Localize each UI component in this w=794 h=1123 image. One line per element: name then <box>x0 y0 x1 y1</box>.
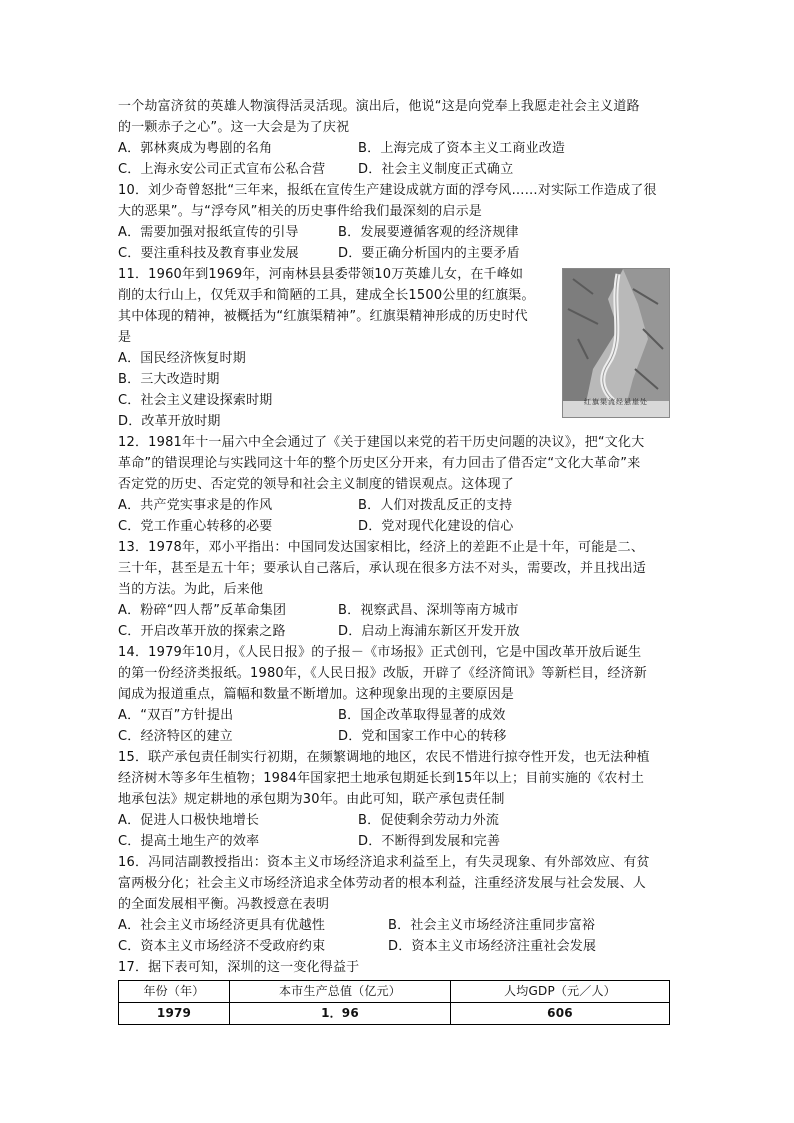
q12-options-row-1 <box>118 495 670 516</box>
q13-options-row-2 <box>118 621 670 642</box>
q11-option-b: B．三大改造时期 <box>118 372 220 387</box>
q16-options-row-2 <box>118 936 670 957</box>
q15-options-row-1 <box>118 810 670 831</box>
q15-option-d: D．不断得到发展和完善 <box>358 834 501 849</box>
q9-option-b: B．上海完成了资本主义工商业改造 <box>358 141 566 156</box>
header-year: 年份（年） <box>119 981 230 1003</box>
q14-option-a: A．“双百”方针提出 <box>118 708 234 723</box>
q13-option-c: C．开启改革开放的探索之路 <box>118 624 286 639</box>
table-row <box>119 1003 670 1025</box>
q16-stem-line-3: 的全面发展相平衡。冯教授意在表明 <box>118 897 330 912</box>
q14-options-row-1 <box>118 705 670 726</box>
q11-stem-line-2: 削的太行山上，仅凭双手和简陋的工具，建成全长1500公里的红旗渠。 <box>118 288 535 303</box>
q12-option-b: B．人们对拨乱反正的支持 <box>358 498 513 513</box>
q12-option-a: A．共产党实事求是的作风 <box>118 498 273 513</box>
q9-option-c: C．上海永安公司正式宣布公私合营 <box>118 162 326 177</box>
q15-stem-line-2: 经济树木等多年生植物；1984年国家把土地承包期延长到15年以上；目前实施的《农村土 <box>118 771 645 786</box>
q12-stem-line-2: 革命”的错误理论与实践同这十年的整个历史区分开来，有力回击了借否定“文化大革命”来 <box>118 456 641 471</box>
q16-stem-line-1: 16．冯同洁副教授指出：资本主义市场经济追求利益至上，有失灵现象、有外部效应、有贫 <box>118 855 650 870</box>
red-flag-canal-photo <box>562 268 670 418</box>
q13-stem-line-1: 13．1978年，邓小平指出：中国同发达国家相比，经济上的差距不止是十年，可能是二、 <box>118 540 645 555</box>
q10-option-b: B．发展要遵循客观的经济规律 <box>338 225 519 240</box>
q10-option-c: C．要注重科技及教育事业发展 <box>118 246 299 261</box>
cell-year: 1979 <box>119 1003 230 1025</box>
q16-options-row-1 <box>118 915 670 936</box>
q10-option-a: A．需要加强对报纸宣传的引导 <box>118 225 299 240</box>
q13-options-row-1 <box>118 600 670 621</box>
q15-option-a: A．促进人口极快地增长 <box>118 813 260 828</box>
q16-option-c: C．资本主义市场经济不受政府约束 <box>118 939 326 954</box>
q11-option-a: A．国民经济恢复时期 <box>118 351 246 366</box>
q11-text <box>118 264 558 432</box>
q13-option-a: A．粉碎“四人帮”反革命集团 <box>118 603 287 618</box>
q13-stem-line-2: 三十年，甚至是五十年；要承认自己落后，承认现在很多方法不对头，需要改，并且找出适 <box>118 561 647 576</box>
cell-gdp: 1．96 <box>230 1003 451 1025</box>
q13-stem-line-3: 当的方法。为此，后来他 <box>118 582 264 597</box>
q12-stem-line-3: 否定党的历史、否定党的领导和社会主义制度的错误观点。这体现了 <box>118 477 515 492</box>
q10-options-row-1 <box>118 222 670 243</box>
q14-stem-line-3: 闻成为报道重点，篇幅和数量不断增加。这种现象出现的主要原因是 <box>118 687 515 702</box>
q15-stem-line-1: 15．联产承包责任制实行初期，在频繁调地的地区，农民不惜进行掠夺性开发，也无法种植 <box>118 750 650 765</box>
q9-option-d: D．社会主义制度正式确立 <box>358 162 514 177</box>
photo-caption: 红旗渠流经悬崖处 <box>584 398 648 406</box>
q11-block <box>118 264 670 432</box>
q11-stem-line-4: 是 <box>118 330 132 345</box>
q15-stem-line-3: 地承包法》规定耕地的承包期为30年。由此可知，联产承包责任制 <box>118 792 505 807</box>
q14-option-c: C．经济特区的建立 <box>118 729 233 744</box>
q12-option-c: C．党工作重心转移的必要 <box>118 519 273 534</box>
q14-stem-line-1: 14．1979年10月，《人民日报》的子报－《市场报》正式创刊，它是中国改革开放后诞生 <box>118 645 642 660</box>
q10-option-d: D．要正确分析国内的主要矛盾 <box>338 246 520 261</box>
q17-stem-line-1: 17．据下表可知，深圳的这一变化得益于 <box>118 960 360 975</box>
header-gdp-per-capita: 人均GDP（元／人） <box>451 981 670 1003</box>
q12-option-d: D．党对现代化建设的信心 <box>358 519 514 534</box>
q9-options-row-2 <box>118 159 670 180</box>
q16-option-a: A．社会主义市场经济更具有优越性 <box>118 918 326 933</box>
q9-stem-line-2: 的一颗赤子之心”。这一大会是为了庆祝 <box>118 120 350 135</box>
q10-options-row-2 <box>118 243 670 264</box>
q11-option-d: D．改革开放时期 <box>118 414 221 429</box>
exam-content <box>118 96 670 1025</box>
q9-options-row-1 <box>118 138 670 159</box>
q10-stem-line-2: 大的恶果”。与“浮夸风”相关的历史事件给我们最深刻的启示是 <box>118 204 483 219</box>
q14-stem-line-2: 的第一份经济类报纸。1980年，《人民日报》改版，开辟了《经济简讯》等新栏目，经济新 <box>118 666 647 681</box>
q15-option-c: C．提高土地生产的效率 <box>118 834 260 849</box>
q13-option-b: B．视察武昌、深圳等南方城市 <box>338 603 519 618</box>
q16-stem-line-2: 富两极分化；社会主义市场经济追求全体劳动者的根本利益，注重经济发展与社会发展、人 <box>118 876 647 891</box>
q15-option-b: B．促使剩余劳动力外流 <box>358 813 500 828</box>
q11-stem-line-3: 其中体现的精神，被概括为“红旗渠精神”。红旗渠精神形成的历史时代 <box>118 309 528 324</box>
q9-option-a: A．郭林爽成为粤剧的名角 <box>118 141 273 156</box>
q12-options-row-2 <box>118 516 670 537</box>
q11-stem-line-1: 11．1960年到1969年，河南林县县委带领10万英雄儿女，在千峰如 <box>118 267 524 282</box>
q15-options-row-2 <box>118 831 670 852</box>
q13-option-d: D．启动上海浦东新区开发开放 <box>338 624 520 639</box>
q14-options-row-2 <box>118 726 670 747</box>
q14-option-b: B．国企改革取得显著的成效 <box>338 708 506 723</box>
cell-gdp-per-capita: 606 <box>451 1003 670 1025</box>
q11-option-c: C．社会主义建设探索时期 <box>118 393 273 408</box>
q10-stem-line-1: 10．刘少奇曾怒批“三年来，报纸在宣传生产建设成就方面的浮夸风……对实际工作造成了很 <box>118 183 657 198</box>
q9-stem-line-1: 一个劫富济贫的英雄人物演得活灵活现。演出后，他说“这是向党奉上我愿走社会主义道路 <box>118 99 640 114</box>
q16-option-b: B．社会主义市场经济注重同步富裕 <box>388 918 596 933</box>
q14-option-d: D．党和国家工作中心的转移 <box>338 729 507 744</box>
shenzhen-stats-table <box>118 980 670 1025</box>
table-header-row <box>119 981 670 1003</box>
header-gdp: 本市生产总值（亿元） <box>230 981 451 1003</box>
q16-option-d: D．资本主义市场经济注重社会发展 <box>388 939 597 954</box>
q12-stem-line-1: 12．1981年十一届六中全会通过了《关于建国以来党的若干历史问题的决议》，把“文化大 <box>118 435 645 450</box>
